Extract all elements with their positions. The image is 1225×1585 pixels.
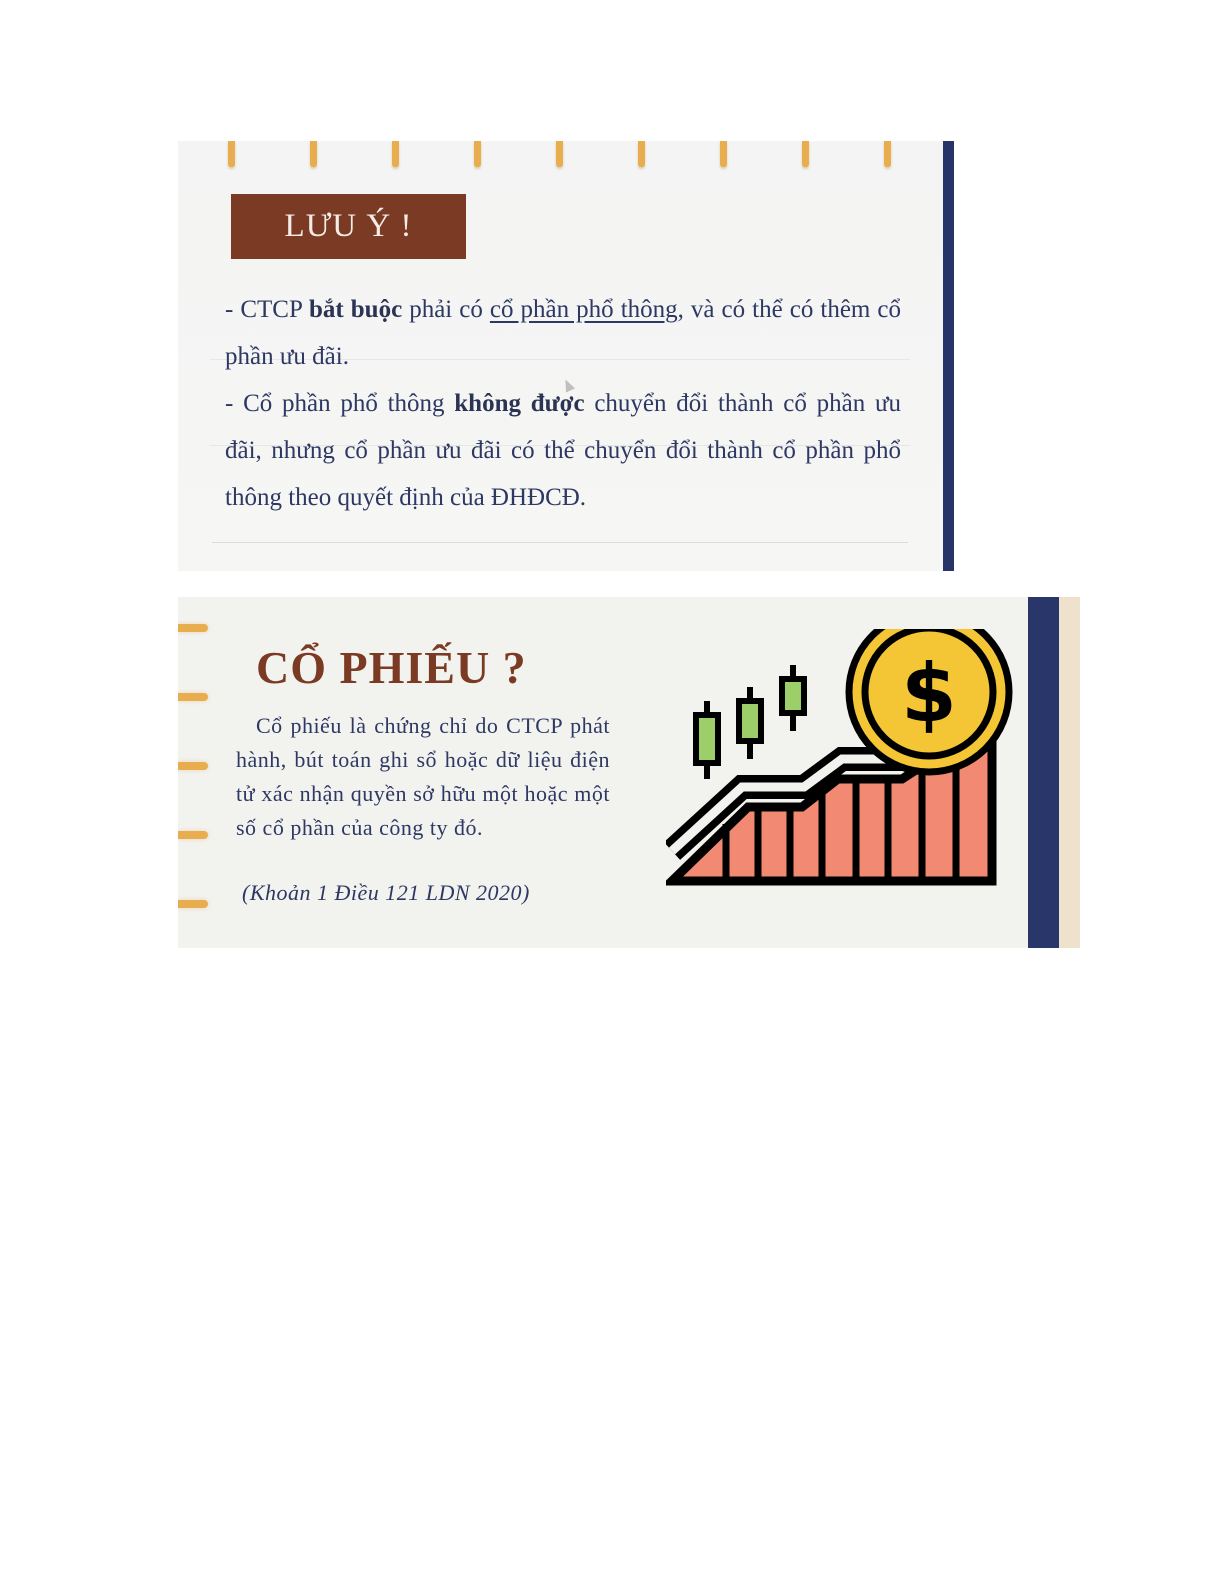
cream-side-strip: [1059, 597, 1080, 948]
note-paragraph-2: - Cổ phần phổ thông không được chuyển đổi thành cổ phần ưu đãi, nhưng cổ phần ưu đãi có thể chuyển đổi thành cổ phần phổ thông theo quyết định của ĐHĐCĐ.: [225, 390, 901, 511]
bottom-rule: [212, 542, 908, 543]
binder-hook: [720, 141, 727, 167]
binder-ring: [178, 762, 208, 770]
bullet-dash: -: [225, 390, 244, 417]
emphasis-required: bắt buộc: [309, 296, 403, 323]
binder-hook: [884, 141, 891, 167]
stock-title: CỔ PHIẾU ?: [256, 642, 527, 693]
binder-hook: [638, 141, 645, 167]
navy-side-bar: [943, 141, 954, 571]
binder-hook: [392, 141, 399, 167]
binder-hook: [802, 141, 809, 167]
binder-ring: [178, 900, 208, 908]
binder-hook: [228, 141, 235, 167]
binder-ring: [178, 693, 208, 701]
binder-ring: [178, 831, 208, 839]
binder-hook: [474, 141, 481, 167]
emphasis-not-allowed: không được: [454, 390, 585, 417]
stock-definition: Cổ phiếu là chứng chỉ do CTCP phát hành, bút toán ghi sổ hoặc dữ liệu điện tử xác nhận quyền sở hữu một hoặc một số cổ phần của công ty đó.: [236, 713, 610, 840]
note-paragraph-1: - CTCP bắt buộc phải có cổ phần phổ thông, và có thể có thêm cổ phần ưu đãi.: [225, 296, 901, 370]
binder-hook: [310, 141, 317, 167]
binder-hook: [556, 141, 563, 167]
stock-slide: [178, 597, 1080, 948]
dollar-sign: $: [901, 647, 957, 740]
bullet-dash: -: [225, 296, 241, 323]
note-heading: LƯU Ý !: [231, 194, 466, 259]
navy-side-bar: [1028, 597, 1059, 948]
binder-ring: [178, 624, 208, 632]
stock-growth-coin-icon: [666, 629, 1018, 891]
legal-reference: (Khoản 1 Điều 121 LDN 2020): [242, 880, 530, 905]
underlined-common-shares: cổ phần phổ thông: [489, 296, 678, 323]
note-body: [225, 286, 901, 521]
note-slide: [178, 141, 954, 571]
